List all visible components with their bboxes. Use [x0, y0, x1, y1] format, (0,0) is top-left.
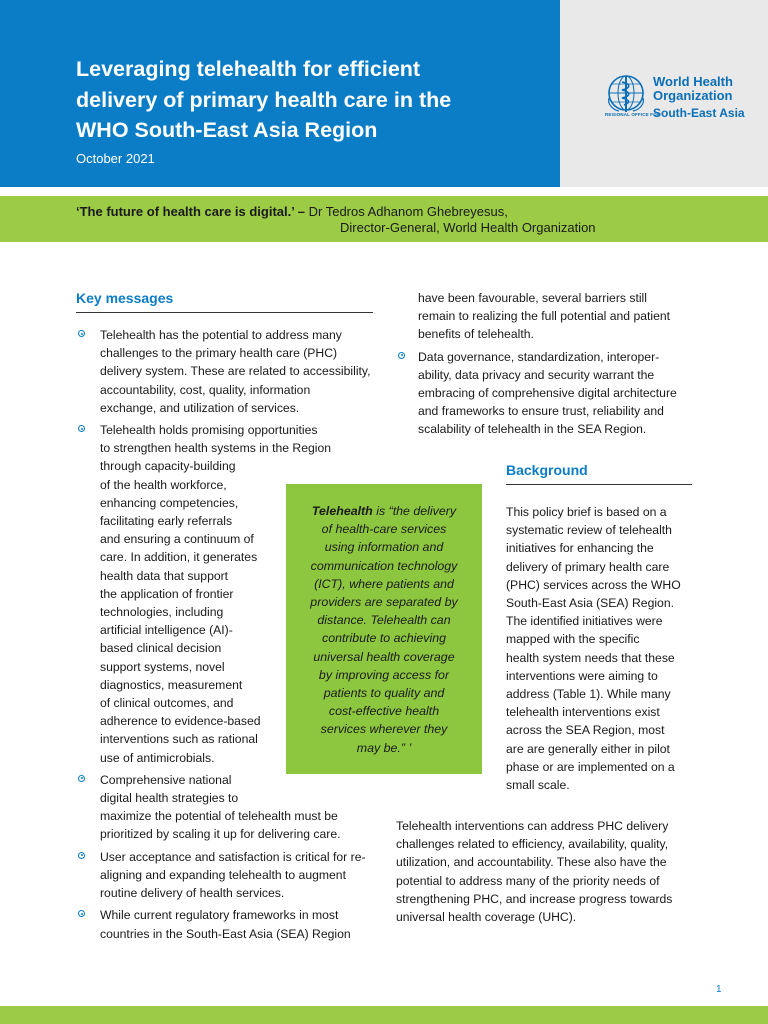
quote-line [76, 204, 508, 219]
title-line: delivery of primary health care in the [76, 87, 452, 112]
definition-term: Telehealth [311, 504, 373, 518]
bullet-item: Telehealth has the potential to address many challenges to the primary health care (PHC) delivery system. These are related to accessibility, accountability, cost, quality, information exchange, and utilization of services. [76, 326, 373, 417]
bullet-icon [78, 852, 85, 859]
publication-date: October 2021 [76, 151, 155, 166]
who-logo [605, 70, 755, 122]
bullet-item: Data governance, standardization, interoper- ability, data privacy and security warrant the embracing of comprehensive digital architecture and frameworks to ensure trust, reliability and scalability of telehealth in the SEA Region. [396, 348, 692, 439]
who-name: World Health Organization [653, 74, 733, 103]
footer-band [0, 1006, 768, 1024]
quote-text: ‘The future of health care is digital.’ – [76, 204, 305, 219]
quote-author: Dr Tedros Adhanom Ghebreyesus, [308, 204, 508, 219]
continued-bullet-text: have been favourable, several barriers still remain to realizing the full potential and patient benefits of telehealth. [418, 291, 671, 342]
background-paragraph: This policy brief is based on a systematic review of telehealth initiatives for enhancing the delivery of primary health care (PHC) services across the WHO South-East Asia (SEA) Region. The identified initiatives were mapped with the specific health system needs that these interventions were aiming to address (Table 1). While many telehealth interventions exist across the SEA Region, most are are generally either in pilot phase or are implemented on a small scale. [506, 505, 681, 793]
bullet-item: Telehealth holds promising opportunities to strengthen health systems in the Region through capacity-building of the health workforce, enhancing competencies, facilitating early referrals and ensuring a continuum of care. In addition, it generates health data that support the application of frontier technologies, including artificial intelligence (AI)- based clinical decision support systems, novel diagnostics, measurement of clinical outcomes, and adherence to evidence-based interventions such as rational use of antimicrobials. [76, 421, 373, 767]
key-messages-heading: Key messages [76, 290, 174, 306]
wrapped-text: through capacity-building of the health workforce, enhancing competencies, facilitating early referrals and ensuring a continuum of care. In addition, it generates health data that support the application of frontier technologies, including artificial intelligence (AI)- based clinical decision support systems, novel diagnostics, measurement of clinical outcomes, and adherence to evidence-based interventions such as rational use of antimicrobials. [100, 459, 261, 765]
bullet-icon [398, 352, 405, 359]
title-line: WHO South-East Asia Region [76, 118, 378, 142]
bullet-item: While current regulatory frameworks in most countries in the South-East Asia (SEA) Region [76, 906, 373, 942]
bullet-icon [78, 425, 85, 432]
background-heading: Background [506, 462, 588, 478]
quote-author-role: Director-General, World Health Organization [340, 220, 596, 235]
bullet-icon [78, 775, 85, 782]
definition-text: Telehealth is “the delivery of health-care services using information and communication technology (ICT), where patients and providers are separated by distance. Telehealth can contribute to achieving universal health coverage by improving access for patients to quality and cost-effective health services wherever they may be.” ’ [310, 504, 458, 755]
page-number: 1 [716, 984, 722, 995]
key-messages-rule [76, 312, 373, 313]
who-emblem-icon [605, 72, 647, 114]
wrapped-text: Comprehensive national digital health strategies to [100, 772, 239, 806]
background-text [506, 503, 692, 794]
right-column-top [396, 289, 692, 443]
bullet-icon [78, 910, 85, 917]
bullet-item: Comprehensive national digital health strategies to maximize the potential of telehealth must be prioritized by scaling it up for delivering care. [76, 771, 373, 844]
bullet-icon [78, 330, 85, 337]
background-paragraph: Telehealth interventions can address PHC delivery challenges related to efficiency, availability, quality, utilization, and accountability. These also have the potential to address many of the priority needs of strengthening PHC, and increase progress towards universal health coverage (UHC). [396, 819, 673, 925]
region-name: South-East Asia [653, 106, 745, 120]
background-rule [506, 484, 692, 485]
title-line: Leveraging telehealth for efficient [76, 57, 421, 81]
page-title [76, 54, 546, 146]
regional-office-label: REGIONAL OFFICE FOR [605, 112, 661, 117]
background-text-2 [396, 817, 692, 926]
quote-band [0, 196, 768, 242]
bullet-item: User acceptance and satisfaction is critical for re- aligning and expanding telehealth to augment routine delivery of health services. [76, 848, 373, 903]
